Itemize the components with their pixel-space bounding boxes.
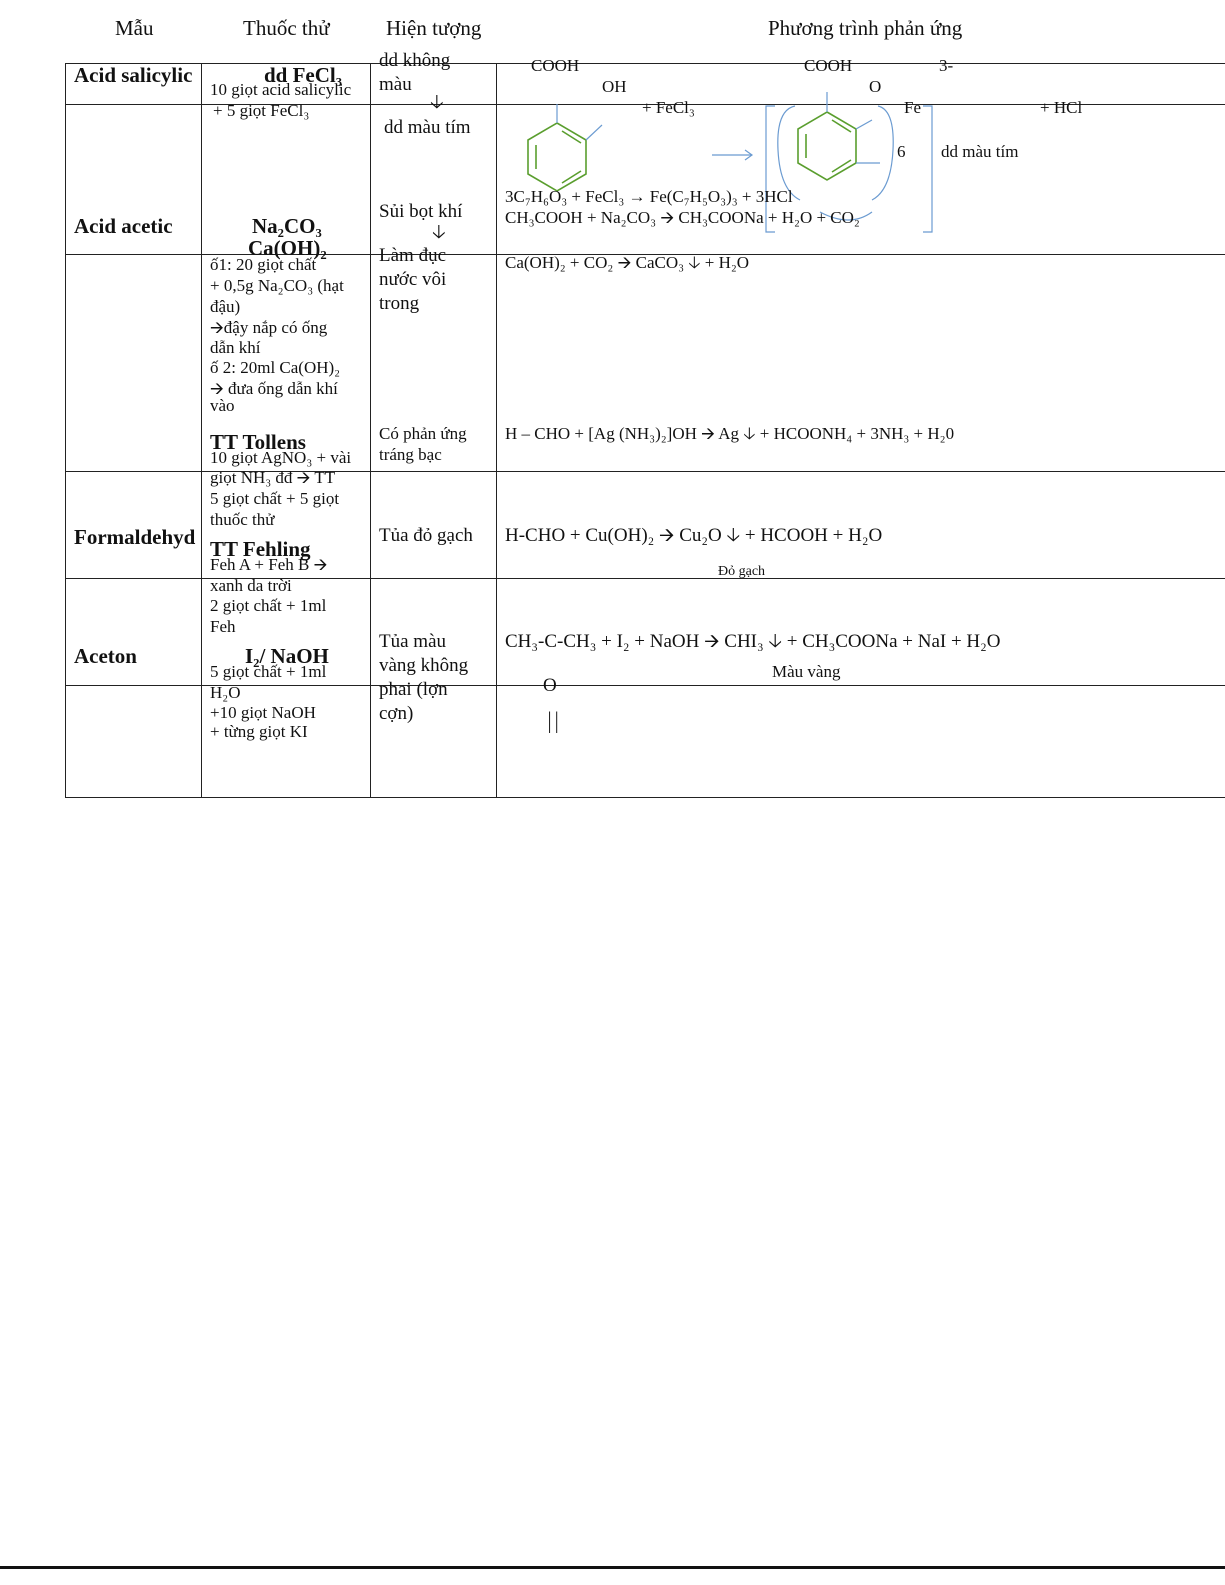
struct-subscript-six: 6 <box>897 142 906 161</box>
struct-purple-label: dd màu tím <box>941 142 1019 161</box>
benzene-ring-left <box>528 123 586 191</box>
phenomenon-salicylic-line1: dd không <box>379 50 451 71</box>
reaction-arrow-icon <box>712 150 752 160</box>
sample-acid-salicylic: Acid salicylic <box>74 63 193 87</box>
equation-salicylic: 3C₇H₆O₃ + FeCl₃ → Fe(C₇H₅O₃)₃ + 3HCl <box>505 187 793 206</box>
reagent-acetic-line: ố 2: 20ml Ca(OH)₂ <box>210 358 341 377</box>
benzene-ring-right <box>798 112 856 180</box>
phenomenon-salicylic-line2: màu <box>379 74 412 95</box>
reagent-tollens-line: thuốc thử <box>210 510 275 529</box>
down-arrow-icon: 🡣 <box>432 222 446 243</box>
phenomenon-tollens-line: tráng bạc <box>379 445 442 464</box>
reagent-acetic-line: vào <box>210 396 235 415</box>
reagent-acetic-line: 🡪 đưa ống dẫn khí <box>210 379 338 398</box>
equation-acetic-2: Ca(OH)₂ + CO₂ 🡪 CaCO₃ 🡣 + H₂O <box>505 253 750 272</box>
phenomenon-acetic-line: trong <box>379 293 420 314</box>
phenomenon-acetic-line: nước vôi <box>379 269 447 290</box>
phenomenon-salicylic-result: dd màu tím <box>384 117 471 138</box>
reagent-acetic-line: 🡪đậy nắp có ống <box>210 318 328 337</box>
struct-fe: Fe <box>904 98 921 117</box>
struct-plus-fecl3: + FeCl₃ <box>642 98 695 117</box>
reagent-acetic-line: + 0,5g Na₂CO₃ (hạt <box>210 276 344 295</box>
phenomenon-acetic-gas: Sủi bọt khí <box>379 201 463 222</box>
phenomenon-aceton-line: phai (lợn <box>379 679 448 700</box>
carbonyl-oxygen-label: O <box>543 675 557 696</box>
phenomenon-tollens-line: Có phản ứng <box>379 424 467 443</box>
carbonyl-double-bond: || <box>546 709 561 733</box>
reagent-caoh2-title: Ca(OH)₂ <box>248 236 327 260</box>
sample-formaldehyd: Formaldehyd <box>74 525 196 549</box>
reagent-aceton-line: H₂O <box>210 683 241 702</box>
reagent-aceton-line: + từng giọt KI <box>210 722 308 741</box>
reagent-aceton-line: +10 giọt NaOH <box>210 703 316 722</box>
equation-aceton: CH₃-C-CH₃ + I₂ + NaOH 🡪 CHI₃ 🡣 + CH₃COONa + NaI + H₂O <box>505 631 1001 652</box>
phenomenon-acetic-line: Làm đục <box>379 245 447 266</box>
reagent-fecl3-line2: + 5 giọt FeCl₃ <box>213 101 310 120</box>
sample-aceton: Aceton <box>74 644 137 668</box>
reagent-fehling-line: 2 giọt chất + 1ml <box>210 596 327 615</box>
reagent-aceton-line: 5 giọt chất + 1ml <box>210 662 327 681</box>
header-phenomenon: Hiện tượng <box>386 16 482 40</box>
page-bottom-rule <box>0 1566 1225 1569</box>
reagent-fehling-line: xanh da trời <box>210 576 292 595</box>
struct-cooh-right: COOH <box>804 56 853 75</box>
reagent-acetic-line: ố1: 20 giọt chất <box>210 255 317 274</box>
header-equation: Phương trình phản ứng <box>768 16 963 40</box>
phenomenon-fehling: Tủa đỏ gạch <box>379 525 473 546</box>
header-reagent: Thuốc thử <box>243 16 330 40</box>
reagent-tollens-title: TT Tollens <box>210 430 306 454</box>
reagent-tollens-line: 10 giọt AgNO₃ + vài <box>210 448 352 467</box>
reagent-fehling-line: Feh <box>210 617 236 636</box>
note-yellow: Màu vàng <box>772 662 841 681</box>
struct-cooh-left: COOH <box>531 56 580 75</box>
reagent-acetic-line: đậu) <box>210 297 241 316</box>
note-brick-red: Đỏ gạch <box>718 564 766 579</box>
struct-plus-hcl: + HCl <box>1040 98 1083 117</box>
bond-lines-left <box>557 104 602 140</box>
phenomenon-aceton-line: vàng không <box>379 655 469 676</box>
reagent-fehling-title: TT Fehling <box>210 537 311 561</box>
struct-o-right: O <box>869 77 882 96</box>
header-sample: Mẫu <box>115 16 154 40</box>
phenomenon-aceton-line: Tủa màu <box>379 631 447 652</box>
reagent-na2co3-title: Na₂CO₃ <box>252 214 322 238</box>
reagent-acetic-line: dẫn khí <box>210 338 261 357</box>
equation-tollens: H – CHO + [Ag (NH₃)₂]OH 🡪 Ag 🡣 + HCOONH₄ + 3NH₃ + H₂0 <box>505 424 955 443</box>
reagent-iodine-title: I₂/ NaOH <box>245 644 329 668</box>
reagent-fecl3-line1: 10 giọt acid salicylic <box>210 80 352 99</box>
down-arrow-icon: 🡣 <box>430 92 444 113</box>
reagent-fecl3-title: dd FeCl₃ <box>264 63 343 87</box>
equation-acetic-1: CH₃COOH + Na₂CO₃ 🡪 CH₃COONa + H₂O + CO₂ <box>505 208 860 227</box>
reagent-tollens-line: 5 giọt chất + 5 giọt <box>210 489 340 508</box>
reagent-fehling-line: Feh A + Feh B 🡪 <box>210 555 328 574</box>
struct-oh-left: OH <box>602 77 627 96</box>
phenomenon-aceton-line: cợn) <box>379 703 414 724</box>
reagent-tollens-line: giọt NH₃ đđ 🡪 TT <box>210 468 336 487</box>
struct-charge: 3- <box>939 56 954 75</box>
equation-fehling: H-CHO + Cu(OH)₂ 🡪 Cu₂O 🡣 + HCOOH + H₂O <box>505 525 883 546</box>
sample-acid-acetic: Acid acetic <box>74 214 173 238</box>
